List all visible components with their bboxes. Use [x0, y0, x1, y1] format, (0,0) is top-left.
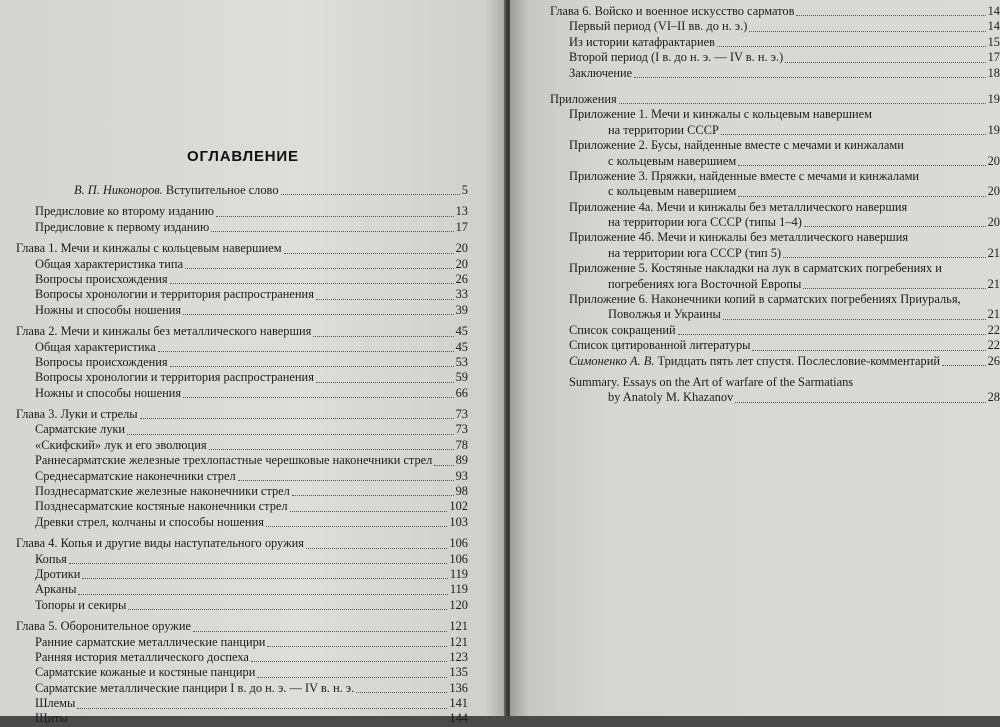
toc-entry-text: Тридцать пять лет спустя. Послесловие-комментарий: [654, 353, 940, 368]
toc-entry-text: Список сокращений: [569, 322, 676, 337]
toc-entry-title: [35, 386, 181, 401]
toc-entry-text: Приложение 5. Костяные накладки на лук в сарматских погребениях и: [569, 261, 942, 276]
toc-entry[interactable]: [16, 712, 468, 727]
toc-entry[interactable]: [16, 220, 468, 235]
dot-leader: [796, 14, 985, 16]
dot-leader: [193, 630, 447, 632]
toc-entry-page: 144: [449, 711, 468, 726]
toc-entry-title: [16, 324, 311, 339]
dot-leader: [257, 676, 447, 678]
toc-entry-title: [35, 303, 181, 318]
dot-leader: [183, 396, 454, 398]
toc-entry-text: Глава 2. Мечи и кинжалы без металлического навершия: [16, 324, 312, 339]
toc-entry-text: Заключение: [569, 65, 633, 80]
dot-leader: [170, 282, 454, 284]
toc-entry-text: Среднесарматские наконечники стрел: [35, 468, 236, 483]
toc-entry-text: «Скифский» лук и его эволюция: [35, 437, 207, 452]
toc-entry-page: 21: [987, 245, 1000, 260]
toc-entry[interactable]: [550, 35, 1000, 50]
toc-entry[interactable]: [16, 422, 468, 437]
toc-entry-page: 39: [455, 302, 468, 317]
toc-entry-page: 106: [449, 536, 468, 551]
toc-entry[interactable]: [16, 272, 468, 287]
dot-leader: [735, 401, 985, 403]
toc-entry-page: 20: [455, 241, 468, 256]
toc-entry-title: [35, 469, 236, 484]
toc-entry[interactable]: [550, 154, 1000, 169]
toc-entry-text: Глава 5. Оборонительное оружие: [16, 619, 191, 634]
toc-entry-page: 26: [455, 271, 468, 286]
toc-entry[interactable]: [550, 246, 1000, 261]
dot-leader: [82, 577, 447, 579]
dot-leader: [69, 562, 448, 564]
toc-entry[interactable]: [16, 619, 468, 634]
toc-entry[interactable]: [16, 340, 468, 355]
toc-entry-text: на территории юга СССР (тип 5): [608, 245, 782, 260]
toc-entry-page: 17: [987, 50, 1000, 65]
dot-leader: [723, 318, 986, 320]
toc-entry-title: [608, 277, 801, 292]
toc-entry-title: [35, 340, 156, 355]
toc-entry[interactable]: [550, 292, 1000, 307]
toc-entry-page: 21: [987, 307, 1000, 322]
toc-entry-title: [569, 338, 750, 353]
toc-entry-title: [569, 35, 715, 50]
dot-leader: [211, 230, 453, 232]
toc-entry-title: [35, 287, 314, 302]
dot-leader: [284, 252, 454, 254]
toc-entry[interactable]: [16, 681, 468, 696]
toc-entry-title: [16, 619, 191, 634]
toc-entry[interactable]: [16, 370, 468, 385]
toc-entry-page: 20: [987, 184, 1000, 199]
toc-entry-title: [569, 66, 632, 81]
toc-entry-page: 121: [449, 634, 468, 649]
toc-entry-text: Ранняя история металлического доспеха: [35, 649, 249, 664]
dot-leader: [785, 61, 985, 63]
toc-entry-text: Приложение 2. Бусы, найденные вместе с мечами и кинжалами: [569, 138, 904, 153]
dot-leader: [619, 102, 986, 104]
toc-entry-text: Приложение 1. Мечи и кинжалы с кольцевым навершием: [569, 107, 872, 122]
dot-leader: [434, 464, 453, 466]
toc-entry[interactable]: [16, 582, 468, 597]
dot-leader: [738, 164, 985, 166]
toc-entry-page: 89: [455, 453, 468, 468]
toc-entry[interactable]: [550, 277, 1000, 292]
toc-entry-text: Шлемы: [35, 696, 76, 711]
dot-leader: [128, 608, 447, 610]
toc-entry[interactable]: [16, 407, 468, 422]
dot-leader: [266, 525, 448, 527]
toc-entry-text: Общая характеристика: [35, 339, 156, 354]
toc-entry-page: 136: [449, 680, 468, 695]
toc-entry[interactable]: [16, 469, 468, 484]
toc-entry-text: на территории СССР: [608, 122, 719, 137]
toc-entry-text: Второй период (I в. до н. э. — IV в. н. э.): [569, 50, 784, 65]
toc-entry[interactable]: [550, 184, 1000, 199]
toc-entry-text: Сарматские кожаные и костяные панцири: [35, 665, 256, 680]
toc-entry[interactable]: [550, 107, 1000, 122]
toc-entry[interactable]: [16, 287, 468, 302]
toc-entry[interactable]: [16, 438, 468, 453]
toc-entry-text: Вступительное слово: [162, 182, 279, 197]
toc-entry-title: [35, 272, 168, 287]
toc-entry-title: [569, 169, 919, 184]
toc-entry-text: Позднесарматские костяные наконечники стрел: [35, 499, 288, 514]
toc-entry[interactable]: [16, 183, 468, 198]
toc-entry[interactable]: [16, 665, 468, 680]
dot-leader: [942, 364, 986, 366]
toc-entry-page: 19: [987, 122, 1000, 137]
dot-leader: [267, 645, 447, 647]
toc-entry-text: Ножны и способы ношения: [35, 385, 182, 400]
toc-entry-text: Поволжья и Украины: [608, 307, 721, 322]
toc-entry-text: Вопросы происхождения: [35, 354, 168, 369]
dot-leader: [306, 547, 447, 549]
toc-entry-title: [569, 19, 747, 34]
toc-entry[interactable]: [550, 169, 1000, 184]
toc-entry-page: 33: [455, 287, 468, 302]
toc-entry-text: на территории юга СССР (типы 1–4): [608, 215, 802, 230]
dot-leader: [158, 350, 454, 352]
toc-entry[interactable]: [16, 650, 468, 665]
toc-entry[interactable]: [16, 515, 468, 530]
toc-entry-title: [569, 50, 783, 65]
toc-entry-title: [569, 375, 853, 390]
toc-entry-title: [35, 681, 354, 696]
toc-entry-page: 98: [455, 484, 468, 499]
toc-entry-title: [569, 354, 940, 369]
toc-entry[interactable]: [16, 635, 468, 650]
toc-entry[interactable]: [16, 567, 468, 582]
toc-entry-author: В. П. Никоноров.: [74, 182, 163, 197]
toc-entry-text: погребениях юга Восточной Европы: [608, 276, 802, 291]
toc-entry[interactable]: [16, 241, 468, 256]
toc-entry-title: [35, 711, 68, 726]
toc-entry-page: 73: [455, 407, 468, 422]
toc-entry-text: Дротики: [35, 566, 81, 581]
toc-entry-title: [35, 438, 207, 453]
toc-entry-title: [35, 453, 432, 468]
toc-entry-text: Вопросы хронологии и территория распространения: [35, 370, 314, 385]
toc-entry-text: с кольцевым навершием: [608, 184, 737, 199]
dot-leader: [356, 691, 447, 693]
dot-leader: [209, 448, 454, 450]
toc-entry[interactable]: [550, 390, 1000, 405]
toc-entry-title: [35, 499, 288, 514]
dot-leader: [140, 417, 454, 419]
toc-entry-page: 93: [455, 468, 468, 483]
toc-entry-page: 15: [987, 34, 1000, 49]
toc-entry-text: Предисловие ко второму изданию: [35, 204, 214, 219]
toc-entry-title: [35, 552, 67, 567]
toc-entry[interactable]: [550, 354, 1000, 369]
toc-entry-title: [35, 220, 209, 235]
toc-entry-page: 14: [987, 19, 1000, 34]
toc-entry-page: 22: [987, 338, 1000, 353]
dot-leader: [170, 365, 454, 367]
dot-leader: [678, 333, 986, 335]
toc-entry-page: 20: [987, 215, 1000, 230]
toc-entry-page: 28: [987, 390, 1000, 405]
toc-entry-page: 121: [449, 619, 468, 634]
toc-entry-title: [35, 355, 168, 370]
toc-entry[interactable]: [550, 307, 1000, 322]
dot-leader: [78, 593, 447, 595]
toc-entry-title: [35, 204, 214, 219]
toc-entry-page: 20: [987, 153, 1000, 168]
dot-leader: [783, 256, 986, 258]
toc-entry[interactable]: [550, 338, 1000, 353]
toc-entry-page: 14: [987, 3, 1000, 18]
toc-entry[interactable]: [16, 355, 468, 370]
toc-entry[interactable]: [16, 696, 468, 711]
toc-entry-title: [16, 536, 304, 551]
toc-entry[interactable]: [550, 4, 1000, 19]
toc-entry-page: 26: [987, 353, 1000, 368]
toc-entry-page: 19: [987, 91, 1000, 106]
toc-entry[interactable]: [16, 536, 468, 551]
toc-entry-text: Сарматские луки: [35, 422, 126, 437]
toc-entry-page: 22: [987, 322, 1000, 337]
toc-entry-title: [35, 598, 126, 613]
toc-entry-text: Первый период (VI–II вв. до н. э.): [569, 19, 748, 34]
toc-entry-title: [35, 582, 76, 597]
dot-leader: [216, 215, 454, 217]
section-gap: [550, 81, 1000, 92]
toc-entry-title: [608, 154, 736, 169]
toc-entry-text: Приложение 6. Наконечники копий в сарматских погребениях Приуралья,: [569, 292, 961, 307]
toc-entry-text: Глава 1. Мечи и кинжалы с кольцевым навершием: [16, 241, 282, 256]
dot-leader: [77, 707, 447, 709]
dot-leader: [127, 433, 454, 435]
toc-entry-title: [569, 138, 904, 153]
toc-entry[interactable]: [16, 499, 468, 514]
toc-entry-page: 59: [455, 370, 468, 385]
toc-entry-title: [35, 484, 290, 499]
toc-entry-text: Копья: [35, 551, 67, 566]
toc-entry-page: 66: [455, 385, 468, 400]
toc-entry[interactable]: [550, 200, 1000, 215]
toc-entry-text: Глава 4. Копья и другие виды наступательного оружия: [16, 536, 304, 551]
toc-entry[interactable]: [16, 257, 468, 272]
toc-entry-title: [35, 370, 314, 385]
toc-entry-author: Симоненко А. В.: [569, 353, 655, 368]
toc-entry-text: Приложения: [550, 91, 617, 106]
toc-entry[interactable]: [16, 484, 468, 499]
toc-entry-text: by Anatoly M. Khazanov: [608, 390, 734, 405]
toc-entry-title: [35, 567, 80, 582]
toc-entry-title: [35, 696, 75, 711]
toc-entry-page: 13: [455, 204, 468, 219]
dot-leader: [281, 193, 460, 195]
toc-entry-text: с кольцевым навершием: [608, 153, 737, 168]
dot-leader: [290, 510, 448, 512]
dot-leader: [316, 381, 454, 383]
dot-leader: [634, 76, 985, 78]
toc-entry-title: [569, 200, 907, 215]
toc-title: ОГЛАВЛЕНИЕ: [187, 148, 299, 165]
toc-entry-text: Глава 3. Луки и стрелы: [16, 407, 138, 422]
toc-entry-text: Сарматские металлические панцири I в. до н. э. — IV в. н. э.: [35, 680, 355, 695]
toc-right: [550, 4, 1000, 406]
toc-entry-text: Ножны и способы ношения: [35, 302, 182, 317]
toc-entry-title: [569, 261, 942, 276]
toc-entry-page: 21: [987, 276, 1000, 291]
toc-entry[interactable]: [550, 323, 1000, 338]
toc-entry-title: [35, 650, 249, 665]
toc-entry-title: [35, 515, 264, 530]
toc-entry-title: [569, 107, 872, 122]
toc-entry-title: [608, 307, 721, 322]
toc-entry[interactable]: [550, 50, 1000, 65]
toc-entry-text: Щиты: [35, 711, 68, 726]
toc-entry-text: Вопросы происхождения: [35, 271, 168, 286]
toc-entry-page: 45: [455, 339, 468, 354]
toc-entry-text: Общая характеристика типа: [35, 256, 184, 271]
toc-entry-text: Предисловие к первому изданию: [35, 219, 210, 234]
toc-entry-text: Приложение 3. Пряжки, найденные вместе с мечами и кинжалами: [569, 168, 920, 183]
toc-entry-page: 141: [449, 696, 468, 711]
right-page: [510, 0, 1000, 716]
toc-entry-page: 119: [449, 566, 468, 581]
toc-entry[interactable]: [16, 386, 468, 401]
toc-entry-title: [569, 323, 676, 338]
toc-entry[interactable]: [550, 375, 1000, 390]
toc-entry-text: Глава 6. Войско и военное искусство сарматов: [550, 3, 795, 18]
toc-entry-page: 73: [455, 422, 468, 437]
toc-left: [16, 183, 468, 727]
dot-leader: [183, 313, 454, 315]
dot-leader: [292, 494, 454, 496]
toc-entry-page: 45: [455, 324, 468, 339]
toc-entry[interactable]: [550, 230, 1000, 245]
toc-entry-text: Приложение 4а. Мечи и кинжалы без металлического навершия: [569, 199, 908, 214]
toc-entry-text: Из истории катафрактариев: [569, 34, 715, 49]
toc-entry-page: 5: [461, 182, 468, 197]
toc-entry-title: [16, 407, 138, 422]
toc-entry-page: 120: [449, 597, 468, 612]
toc-entry-title: [550, 4, 794, 19]
dot-leader: [804, 225, 986, 227]
dot-leader: [238, 479, 454, 481]
toc-entry-title: [608, 123, 719, 138]
toc-entry[interactable]: [550, 138, 1000, 153]
dot-leader: [70, 722, 448, 724]
toc-entry[interactable]: [16, 598, 468, 613]
toc-entry-page: 103: [449, 514, 468, 529]
dot-leader: [313, 335, 453, 337]
toc-entry-title: [35, 665, 255, 680]
toc-entry-title: [35, 635, 265, 650]
toc-entry-title: [35, 257, 183, 272]
toc-entry-page: 53: [455, 354, 468, 369]
dot-leader: [316, 298, 454, 300]
toc-entry-text: Позднесарматские железные наконечники стрел: [35, 484, 290, 499]
toc-entry-title: [550, 92, 617, 107]
toc-entry-page: 106: [449, 551, 468, 566]
toc-entry[interactable]: [16, 552, 468, 567]
toc-entry-title: [608, 390, 733, 405]
toc-entry-page: 123: [449, 649, 468, 664]
toc-entry-title: [35, 422, 125, 437]
toc-entry[interactable]: [16, 204, 468, 219]
dot-leader: [717, 45, 986, 47]
toc-entry-page: 17: [455, 219, 468, 234]
toc-entry-text: Топоры и секиры: [35, 597, 127, 612]
toc-entry-title: [608, 246, 781, 261]
toc-entry[interactable]: [550, 123, 1000, 138]
toc-entry-page: 102: [449, 499, 468, 514]
dot-leader: [251, 660, 448, 662]
toc-entry[interactable]: [16, 303, 468, 318]
toc-entry[interactable]: [550, 66, 1000, 81]
dot-leader: [738, 195, 985, 197]
toc-entry-title: [74, 183, 279, 198]
toc-entry-title: [16, 241, 282, 256]
toc-entry[interactable]: [550, 92, 1000, 107]
toc-entry[interactable]: [550, 261, 1000, 276]
toc-entry-text: Раннесарматские железные трехлопастные черешковые наконечники стрел: [35, 453, 433, 468]
dot-leader: [752, 349, 985, 351]
dot-leader: [721, 133, 986, 135]
toc-entry-page: 135: [449, 665, 468, 680]
toc-entry-text: Вопросы хронологии и территория распространения: [35, 287, 314, 302]
toc-entry-text: Древки стрел, колчаны и способы ношения: [35, 514, 264, 529]
toc-entry-text: Summary. Essays on the Art of warfare of the Sarmatians: [569, 374, 854, 389]
toc-entry-text: Арканы: [35, 582, 77, 597]
toc-entry-text: Приложение 4б. Мечи и кинжалы без металлического навершия: [569, 230, 909, 245]
toc-entry-title: [608, 184, 736, 199]
toc-entry-page: 18: [987, 65, 1000, 80]
toc-entry-text: Ранние сарматские металлические панцири: [35, 634, 266, 649]
toc-entry-title: [569, 230, 908, 245]
toc-entry-title: [608, 215, 802, 230]
toc-entry-page: 20: [455, 256, 468, 271]
toc-entry-page: 78: [455, 437, 468, 452]
dot-leader: [749, 30, 985, 32]
dot-leader: [185, 267, 454, 269]
toc-entry[interactable]: [16, 453, 468, 468]
toc-entry[interactable]: [550, 215, 1000, 230]
toc-entry-page: 119: [449, 582, 468, 597]
dot-leader: [803, 287, 985, 289]
toc-entry[interactable]: [16, 324, 468, 339]
toc-entry-text: Список цитированной литературы: [569, 338, 751, 353]
toc-entry[interactable]: [550, 19, 1000, 34]
toc-entry-title: [569, 292, 961, 307]
